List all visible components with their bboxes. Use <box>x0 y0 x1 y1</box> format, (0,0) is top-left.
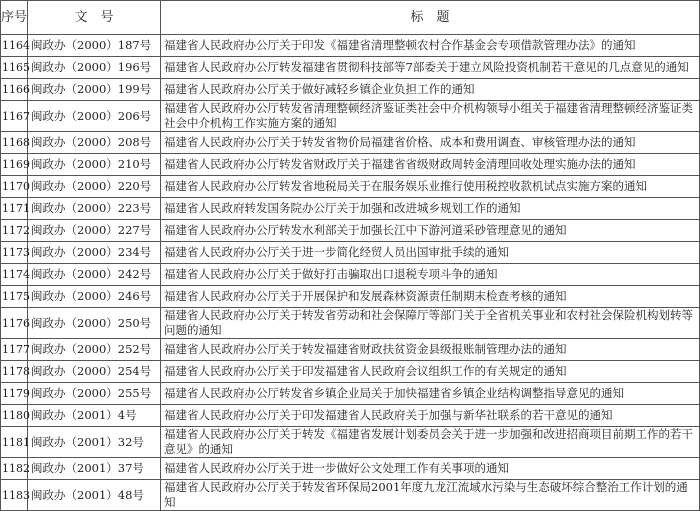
seq-cell: 1173 <box>1 242 28 264</box>
doc-no-cell: 闽政办（2000）234号 <box>28 242 161 264</box>
table-row <box>1 154 700 176</box>
doc-no-cell: 闽政办（2000）250号 <box>28 308 161 339</box>
doc-no-cell: 闽政办（2001）48号 <box>28 480 161 511</box>
title-cell: 福建省人民政府转发国务院办公厅关于加强和改进城乡规划工作的通知 <box>161 198 700 220</box>
seq-cell: 1175 <box>1 286 28 308</box>
seq-cell: 1182 <box>1 458 28 480</box>
doc-no-cell: 闽政办（2001）4号 <box>28 405 161 427</box>
table-row <box>1 361 700 383</box>
title-cell: 福建省人民政府办公厅转发福建省贯彻科技部等7部委关于建立风险投资机制若干意见的几点意见的通知 <box>161 57 700 79</box>
doc-no-cell: 闽政办（2000）246号 <box>28 286 161 308</box>
seq-cell: 1164 <box>1 35 28 57</box>
table-row <box>1 308 700 339</box>
seq-cell: 1181 <box>1 427 28 458</box>
seq-cell: 1169 <box>1 154 28 176</box>
doc-no-cell: 闽政办（2000）187号 <box>28 35 161 57</box>
doc-no-cell: 闽政办（2000）220号 <box>28 176 161 198</box>
table-row <box>1 458 700 480</box>
seq-cell: 1174 <box>1 264 28 286</box>
seq-cell: 1183 <box>1 480 28 511</box>
seq-cell: 1177 <box>1 339 28 361</box>
doc-no-cell: 闽政办（2000）199号 <box>28 79 161 101</box>
table-row <box>1 198 700 220</box>
doc-no-cell: 闽政办（2001）32号 <box>28 427 161 458</box>
table-row <box>1 176 700 198</box>
doc-no-cell: 闽政办（2000）210号 <box>28 154 161 176</box>
table-row <box>1 220 700 242</box>
seq-cell: 1178 <box>1 361 28 383</box>
title-cell: 福建省人民政府办公厅关于转发省劳动和社会保障厅等部门关于全省机关事业和农村社会保险机构划转等问题的通知 <box>161 308 700 339</box>
seq-cell: 1171 <box>1 198 28 220</box>
table-row <box>1 101 700 132</box>
table-row <box>1 35 700 57</box>
doc-no-cell: 闽政办（2001）37号 <box>28 458 161 480</box>
table-row <box>1 427 700 458</box>
seq-cell: 1176 <box>1 308 28 339</box>
title-cell: 福建省人民政府办公厅关于做好打击骗取出口退税专项斗争的通知 <box>161 264 700 286</box>
title-cell: 福建省人民政府办公厅转发省乡镇企业局关于加快福建省乡镇企业结构调整指导意见的通知 <box>161 383 700 405</box>
header-title: 标 题 <box>161 1 700 35</box>
table-row <box>1 264 700 286</box>
seq-cell: 1168 <box>1 132 28 154</box>
title-cell: 福建省人民政府办公厅关于进一步做好公文处理工作有关事项的通知 <box>161 458 700 480</box>
title-cell: 福建省人民政府办公厅关于做好减轻乡镇企业负担工作的通知 <box>161 79 700 101</box>
title-cell: 福建省人民政府办公厅转发省财政厅关于福建省省级财政周转金清理回收处理实施办法的通知 <box>161 154 700 176</box>
title-cell: 福建省人民政府办公厅关于转发省环保局2001年度九龙江流域水污染与生态破坏综合整治工作计划的通知 <box>161 480 700 511</box>
table-row <box>1 132 700 154</box>
title-cell: 福建省人民政府办公厅转发省清理整顿经济鉴证类社会中介机构领导小组关于福建省清理整顿经济鉴证类社会中介机构工作实施方案的通知 <box>161 101 700 132</box>
header-seq: 序号 <box>1 1 28 35</box>
seq-cell: 1180 <box>1 405 28 427</box>
title-cell: 福建省人民政府办公厅关于印发《福建省清理整顿农村合作基金会专项借款管理办法》的通知 <box>161 35 700 57</box>
doc-no-cell: 闽政办（2000）196号 <box>28 57 161 79</box>
doc-no-cell: 闽政办（2000）255号 <box>28 383 161 405</box>
seq-cell: 1170 <box>1 176 28 198</box>
title-cell: 福建省人民政府办公厅关于开展保护和发展森林资源责任制期末检查考核的通知 <box>161 286 700 308</box>
doc-no-cell: 闽政办（2000）242号 <box>28 264 161 286</box>
seq-cell: 1166 <box>1 79 28 101</box>
table-row <box>1 79 700 101</box>
table-row <box>1 57 700 79</box>
title-cell: 福建省人民政府办公厅关于印发福建省人民政府会议组织工作的有关规定的通知 <box>161 361 700 383</box>
seq-cell: 1172 <box>1 220 28 242</box>
doc-no-cell: 闽政办（2000）252号 <box>28 339 161 361</box>
header-row <box>1 1 700 35</box>
header-doc-no: 文 号 <box>28 1 161 35</box>
table-row <box>1 286 700 308</box>
title-cell: 福建省人民政府办公厅关于进一步简化经贸人员出国审批手续的通知 <box>161 242 700 264</box>
table-row <box>1 383 700 405</box>
doc-no-cell: 闽政办（2000）206号 <box>28 101 161 132</box>
doc-no-cell: 闽政办（2000）227号 <box>28 220 161 242</box>
table-row <box>1 339 700 361</box>
title-cell: 福建省人民政府办公厅关于转发省物价局福建省价格、成本和费用调查、审核管理办法的通知 <box>161 132 700 154</box>
doc-no-cell: 闽政办（2000）254号 <box>28 361 161 383</box>
title-cell: 福建省人民政府办公厅转发省地税局关于在服务娱乐业推行使用税控收款机试点实施方案的通知 <box>161 176 700 198</box>
table-row <box>1 480 700 511</box>
seq-cell: 1167 <box>1 101 28 132</box>
table-row <box>1 242 700 264</box>
seq-cell: 1179 <box>1 383 28 405</box>
title-cell: 福建省人民政府办公厅关于转发《福建省发展计划委员会关于进一步加强和改进招商项目前期工作的若干意见》的通知 <box>161 427 700 458</box>
title-cell: 福建省人民政府办公厅关于印发福建省人民政府关于加强与新华社联系的若干意见的通知 <box>161 405 700 427</box>
seq-cell: 1165 <box>1 57 28 79</box>
doc-no-cell: 闽政办（2000）208号 <box>28 132 161 154</box>
title-cell: 福建省人民政府办公厅转发水利部关于加强长江中下游河道采砂管理意见的通知 <box>161 220 700 242</box>
title-cell: 福建省人民政府办公厅关于转发福建省财政扶贫资金县级报账制管理办法的通知 <box>161 339 700 361</box>
table-row <box>1 405 700 427</box>
doc-no-cell: 闽政办（2000）223号 <box>28 198 161 220</box>
